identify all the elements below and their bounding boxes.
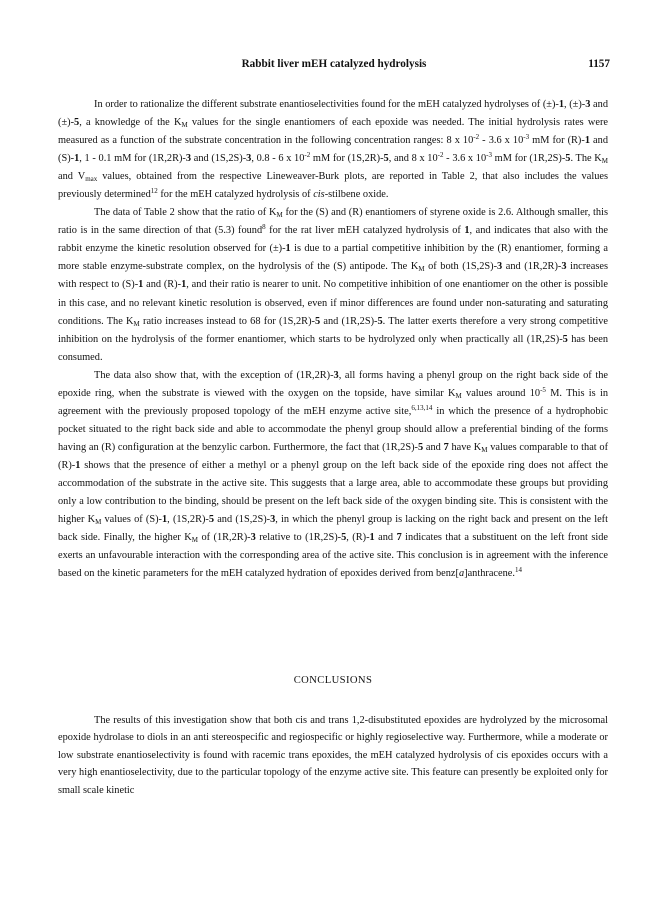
conclusions-heading: CONCLUSIONS (293, 675, 373, 686)
conclusions-paragraph: The results of this investigation show that both cis and trans 1,2-disubstituted epoxides are hydrolyzed by the microsomal epoxide hydrolase to diols in an anti stereospecific and regiospecific or highly regioselective way. Furthermore, while a moderate or low substrate enantioselectivity is found with racemic trans epoxides, the mEH catalyzed hydrolysis of cis epoxides occurs with a very high enantioselectivity, due to the particular topology of the enzyme active site. This feature can presently be exploited only for small scale kinetic (58, 715, 608, 796)
running-head (58, 58, 610, 74)
conclusions-text (58, 712, 608, 799)
results-discussion-text (58, 96, 608, 583)
running-title: Rabbit liver mEH catalyzed hydrolysis (241, 58, 427, 70)
paragraph-1: In order to rationalize the different substrate enantioselectivities found for the mEH catalyzed hydrolyses of (±)-1, (±)-3 and (±)-5, a knowledge of the $K_M$ values for the single enantiomers of each epoxide was needed. The initial hydrolysis rates were measured as a function of the substrate concentration in the following concentration ranges: 8 x $10^{-2} - 3.6$ x $10^{-3}$ mM for (R)-1 and (S)-1, 1 - 0.1 mM for (1R,2R)-3 and (1S,2S)-3, 0.8 - 6 x $10^{-2}$ mM for (1S,2R)-5, and 8 x $10^{-2} - 3.6$ x $10^{-3}$ mM for (1R,2S)-5. The $K_M$ and $V_{max}$ values, obtained from the respective Lineweaver-Burk plots, are reported in Table 2, that also includes the values previously determined$^{12}$ for the mEH catalyzed hydrolysis of cis-stilbene oxide. (58, 99, 608, 201)
paragraph-3: The data also show that, with the exception of (1R,2R)-3, all forms having a phenyl group on the right back side of the epoxide ring, when the substrate is viewed with the oxygen on the topside, have similar $K_M$ values around $10^{-5}$ M. This is in agreement with the previously proposed topology of the mEH enzyme active site,$^{6,13,14}$ in which the presence of a hydrophobic pocket situated to the right back side and able to accommodate the phenyl group should allow a preferential binding of the forms having an (R) configuration at the benzylic carbon. Furthermore, the fact that (1R,2S)-5 and 7 have $K_M$ values comparable to that of (R)-1 shows that the presence of either a methyl or a phenyl group on the left back side of the epoxide ring does not affect the accommodation of the substrate in the active site. This suggests that a large area, able to accommodate these groups but providing only a low contribution to the binding, should be present on the left back side of the oxygen binding site. This is consistent with the higher $K_M$ values of (S)-1, (1S,2R)-5 and (1S,2S)-3, in which the phenyl group is lacking on the right back and present on the left back side. Finally, the higher $K_M$ of (1R,2R)-3 relative to (1R,2S)-5, (R)-1 and 7 indicates that a substituent on the left front side exerts an unfavourable interaction with the corresponding area of the active site. This conclusion is in agreement with the inference based on the kinetic parameters for the mEH catalyzed hydration of epoxides derived from benz[a]anthracene.$^{14}$ (58, 369, 609, 580)
paragraph-2: The data of Table 2 show that the ratio of $K_M$ for the (S) and (R) enantiomers of styrene oxide is 2.6. Although smaller, this ratio is in the same direction of that (5.3) found$^8$ for the rat liver mEH catalyzed hydrolysis of 1, and indicates that also with the rabbit enzyme the kinetic resolution observed for (±)-1 is due to a partial competitive inhibition by the (R) enantiomer, forming a more stable enzyme-substrate complex, on the hydrolysis of the (S) antipode. The $K_M$ of both (1S,2S)-3 and (1R,2R)-3 increases with respect to (S)-1 and (R)-1, and their ratio is nearer to unit. No competitive inhibition of one enantiomer on the other is possible in this case, and no relevant kinetic resolution is observed, even if minor differences are found under non-saturating and saturating conditions. The $K_M$ ratio increases instead to 68 for (1S,2R)-5 and (1R,2S)-5. The latter exerts therefore a very strong competitive inhibition on the hydrolysis of the former enantiomer, which starts to be hydrolyzed only when practically all (1R,2S)-5 has been consumed. (58, 207, 609, 363)
page-number: 1157 (588, 58, 610, 70)
